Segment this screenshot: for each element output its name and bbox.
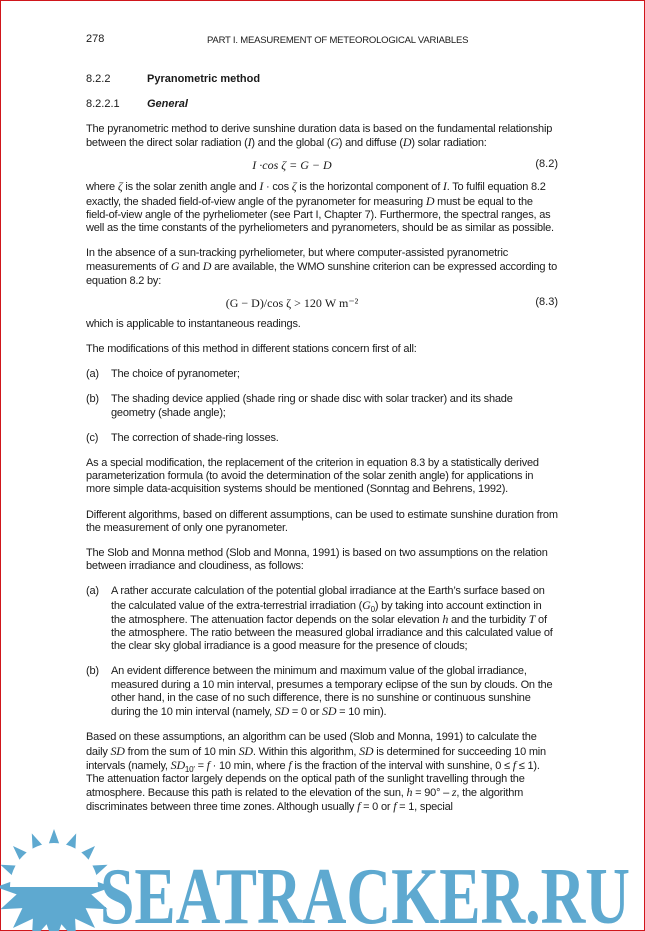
subsection-heading (86, 98, 558, 111)
section-heading (86, 73, 558, 86)
paragraph: As a special modification, the replacement of the criterion in equation 8.3 by a statistically derived parameterization formula (to avoid the determination of the solar zenith angle) for applications in more simple data-acquisition systems should be mentioned (Sonntag and Behrens, 1992). (86, 457, 539, 496)
running-title: PART I. MEASUREMENT OF METEOROLOGICAL VARIABLES (207, 35, 469, 46)
list-label: (a) (86, 368, 99, 381)
paragraph: where ζ is the solar zenith angle and I · cos ζ is the horizontal component of I. To fulfil equation 8.2 exactly, the shaded field-of-view angle of the pyranometer for measuring D must be equal to the field-of-view angle of the pyrheliometer (see Part I, Chapter 7). Furthermore, the spectral ranges, as well as the time constants of the pyrheliometers and pyranometers, should be as similar as possible. (86, 179, 554, 235)
watermark-text: SEATRACKER.RU (100, 852, 630, 931)
equation-number: (8.2) (535, 158, 558, 171)
list-text: The correction of shade-ring losses. (111, 431, 279, 444)
list-item (86, 393, 558, 419)
subsection-number: 8.2.2.1 (86, 98, 120, 110)
section-title: Pyranometric method (147, 73, 261, 85)
list-label: (b) (86, 665, 99, 678)
list-text: The shading device applied (shade ring or shade disc with solar tracker) and its shade geometry (shade angle); (111, 393, 513, 419)
list-text: A rather accurate calculation of the potential global irradiance at the Earth’s surface based on the calculated value of the extra-terrestrial irradiation $(G_0)$ by taking into account extinction in the atmosphere. The attenuation factor depends on the solar elevation h and the turbidity T of the atmosphere. The ratio between the measured global irradiance and this calculated value of the clear sky global irradiance is a good measure for the presence of clouds; (111, 585, 553, 653)
paragraph: The Slob and Monna method (Slob and Monna, 1991) is based on two assumptions on the relation between irradiance and cloudiness, as follows: (86, 547, 548, 573)
equation-8-2 (86, 158, 558, 174)
equation-number: (8.3) (535, 295, 558, 308)
section-number: 8.2.2 (86, 73, 111, 85)
list-label: (b) (86, 393, 99, 406)
list-text: The choice of pyranometer; (111, 368, 240, 381)
subsection-title: General (147, 98, 188, 110)
equation-formula: (G − D)/cos ζ > 120 W m⁻² (225, 295, 359, 310)
paragraph: Based on these assumptions, an algorithm can be used (Slob and Monna, 1991) to calculate the daily SD from the sum of 10 min SD. Within this algorithm, SD is determined for succeeding 10 min intervals (namely, $SD_{10'} = f \cdot 10$ min, where f is the fraction of the interval with sunshine, 0 ≤ f ≤ 1). The attenuation factor largely depends on the optical path of the sunlight travelling through the atmosphere. Because this path is related to the elevation of the sun, h = 90° – z, the algorithm discriminates between three time zones. Although usually f = 0 or f = 1, special (86, 731, 546, 814)
paragraph: The modifications of this method in different stations concern first of all: (86, 343, 417, 356)
page-header (86, 33, 558, 59)
sun-icon (0, 829, 112, 931)
list-item (86, 368, 558, 381)
page-number: 278 (86, 33, 105, 45)
equation-8-3 (86, 296, 558, 312)
paragraph: which is applicable to instantaneous readings. (86, 317, 301, 330)
list-label: (c) (86, 431, 99, 444)
list-item (86, 585, 558, 653)
list-item (86, 432, 558, 445)
list-text: An evident difference between the minimum and maximum value of the global irradiance, measured during a 10 min interval, presumes a temporary eclipse of the sun by clouds. On the other hand, in the case of no such difference, there is no sunshine or continuous sunshine during the 10 min interval (namely, SD = 0 or SD = 10 min). (111, 665, 553, 719)
paragraph: Different algorithms, based on different assumptions, can be used to estimate sunshine duration from the measurement of only one pyranometer. (86, 508, 558, 534)
equation-formula: I ·cos ζ = G − D (252, 158, 332, 173)
watermark-logo (0, 825, 645, 931)
list-item (86, 665, 558, 719)
paragraph: In the absence of a sun-tracking pyrheliometer, but where computer-assisted pyranometric measurements of G and D are available, the WMO sunshine criterion can be expressed according to equation 8.2 by: (86, 247, 557, 287)
list-label: (a) (86, 585, 99, 598)
paragraph: The pyranometric method to derive sunshine duration data is based on the fundamental relationship between the direct solar radiation (I) and the global (G) and diffuse (D) solar radiation: (86, 123, 553, 150)
